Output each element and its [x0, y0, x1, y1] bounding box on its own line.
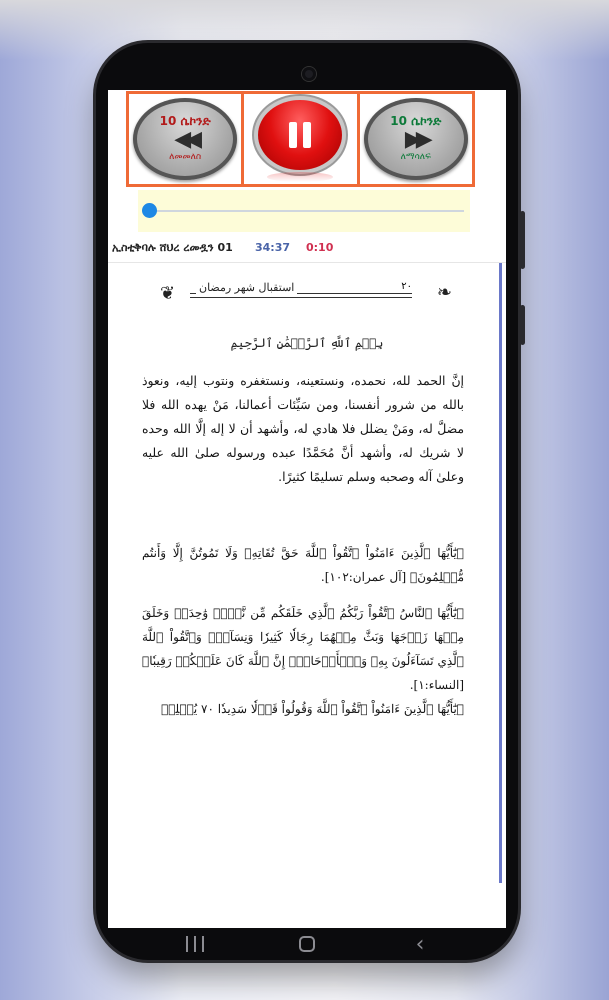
pause-reflection: [267, 172, 333, 182]
ornament-left-icon: ❦: [160, 283, 176, 304]
track-info: [108, 238, 506, 258]
track-title: ኢስቲቅባሉ ሸህረ ረመዷን 01: [112, 241, 233, 254]
forward-seconds: 10 ሴኮንድ: [390, 114, 442, 128]
verse-2: ﴿يَٰٓأَيُّهَا ٱلنَّاسُ ٱتَّقُواْ رَبَّكُمُ ٱلَّذِي خَلَقَكُم مِّن نَّفۡسٖ وَٰحِدَةٖ وَخَلَقَ مِنۡهَا زَوۡجَهَا وَبَثَّ مِنۡهُمَا رِجَالٗا كَثِيرٗا وَنِسَآءٗۚ وَٱتَّقُواْ ٱللَّهَ ٱلَّذِي تَسَآءَلُونَ بِهِۦ وَٱلۡأَرۡحَامَۚ إِنَّ ٱللَّهَ كَانَ عَلَيۡكُمۡ رَقِيبٗا﴾ [النساء:١].: [142, 606, 464, 692]
app-screen: [108, 90, 506, 928]
page-number: ٢٠: [401, 281, 412, 292]
front-camera: [302, 67, 316, 81]
seek-track: [144, 210, 464, 212]
page-edge-rule: [499, 263, 502, 883]
rewind-arrows-icon: ◀◀: [174, 127, 197, 152]
forward-arrows-icon: ▶▶: [404, 127, 427, 152]
total-time: 34:37: [255, 241, 291, 254]
system-nav-bar: [108, 928, 506, 960]
verse-1: ﴿يَٰٓأَيُّهَا ٱلَّذِينَ ءَامَنُواْ ٱتَّقُواْ ٱللَّهَ حَقَّ تُقَاتِهِۦ وَلَا تَمُوتُنَّ إِلَّا وَأَنتُم مُّسۡلِمُونَ﴾ [آل عمران:١٠٢].: [142, 546, 464, 584]
intro-paragraph: إنَّ الحمد لله، نحمده، ونستعينه، ونستغفره ونتوب إليه، ونعوذ بالله من شرور أنفسنا، ومن سَيِّئات أعمالنا، مَنْ يهده الله فلا مضلَّ له، ومَنْ يضلل فلا هادي له، وأشهد أن لا إله إلَّا الله وحده لا شريك له، وأشهد أنَّ مُحَمَّدًا عبده ورسوله صلىٰ الله عليه وعلىٰ آله وصحبه وسلم تسليمًا كثيرًا.: [142, 373, 464, 484]
seek-thumb[interactable]: [142, 203, 157, 218]
forward-label: ለማሳለፍ: [400, 152, 432, 162]
back-icon[interactable]: ‹: [415, 931, 425, 957]
phone-frame: [96, 43, 518, 960]
forward-button[interactable]: [357, 94, 472, 184]
book-page[interactable]: [108, 262, 506, 928]
pause-icon: [258, 100, 342, 170]
rewind-seconds: 10 ሴኮንድ: [159, 114, 211, 128]
forward-icon: [364, 98, 468, 180]
rewind-icon: [133, 98, 237, 180]
basmala: بِسۡمِ ٱللَّهِ ٱلرَّحۡمَٰنِ ٱلرَّحِيمِ: [230, 336, 384, 350]
ornament-right-icon: ❧: [436, 282, 452, 303]
volume-button: [520, 211, 525, 269]
home-icon[interactable]: [292, 928, 322, 960]
pause-button[interactable]: [241, 94, 356, 184]
rewind-button[interactable]: [129, 94, 241, 184]
power-button: [520, 305, 525, 345]
player-controls: [126, 91, 475, 187]
seek-slider[interactable]: [138, 190, 470, 232]
elapsed-time: 0:10: [306, 241, 334, 254]
recent-apps-icon[interactable]: [180, 928, 210, 960]
page-header-ornament: [160, 281, 452, 307]
rewind-label: ለመመለስ: [169, 152, 202, 162]
page-header-label: استقبال شهر رمضان: [196, 281, 297, 294]
verse-3: ﴿يَٰٓأَيُّهَا ٱلَّذِينَ ءَامَنُواْ ٱتَّقُواْ ٱللَّهَ وَقُولُواْ قَوۡلٗا سَدِيدٗا ٧٠ يُصۡلِحۡ: [161, 702, 464, 716]
